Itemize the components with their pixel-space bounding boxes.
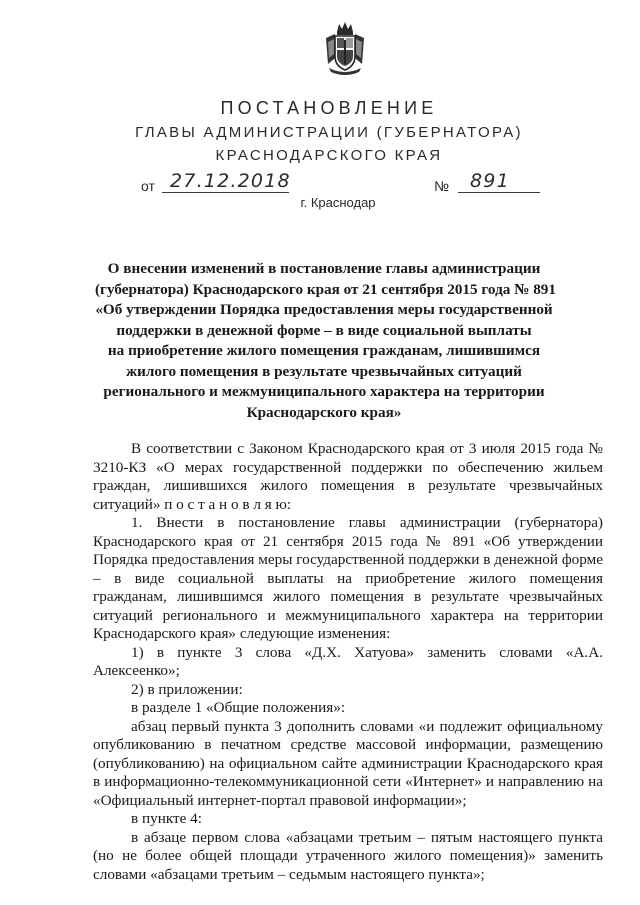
city-label: г. Краснодар xyxy=(300,195,376,210)
handwritten-number: 891 xyxy=(470,170,510,192)
section-1-paragraph: в разделе 1 «Общие положения»: xyxy=(131,699,346,716)
handwritten-date: 27.12.2018 xyxy=(170,170,291,192)
title-line: «Об утверждении Порядка предоставления меры государственной xyxy=(95,301,553,318)
title-line: на приобретение жилого помещения гражданам, лишившимся xyxy=(107,342,541,359)
title-line: Краснодарского края» xyxy=(246,403,402,421)
point-3-amendment-paragraph: абзац первый пункта 3 дополнить словами «и подлежит официальному опубликованию в печатном средстве массовой информации, размещению (опубликованию) на официальном сайте администрации Краснодарского края в информационно-телекоммуникационной сети «Интернет» и направлению на «Официальный интернет-портал правовой информации»; xyxy=(93,717,603,809)
number-prefix: № xyxy=(434,178,450,194)
coat-of-arms-emblem xyxy=(323,20,367,76)
subitem-2-paragraph: 2) в приложении: xyxy=(131,680,243,698)
date-underline xyxy=(162,192,289,193)
region-heading: КРАСНОДАРСКОГО КРАЯ xyxy=(215,147,443,164)
issuer-heading: ГЛАВЫ АДМИНИСТРАЦИИ (ГУБЕРНАТОРА) xyxy=(135,124,523,141)
point-4-first-abzac-paragraph: в абзаце первом слова «абзацами третьим – пятым настоящего пункта (но не более общей площади утраченного жилого помещения)» заменить словами «абзацами третьим – седьмым настоящего пункта»; xyxy=(93,828,603,883)
title-line: поддержки в денежной форме – в виде социальной выплаты xyxy=(116,321,532,339)
subitem-1-paragraph: 1) в пункте 3 слова «Д.Х. Хатуова» заменить словами «А.А. Алексеенко»; xyxy=(93,643,603,679)
item-1-paragraph: 1. Внести в постановление главы администрации (губернатора) Краснодарского края от 21 сентября 2015 года № 891 «Об утверждении Порядка предоставления меры государственной поддержки в денежной форме – в виде социальной выплаты на приобретение жилого помещения гражданам, лишившимся жилого помещения в результате чрезвычайных ситуаций регионального и межмуниципального характера на территории Краснодарского края» следующие изменения: xyxy=(93,514,603,642)
title-line: О внесении изменений в постановление главы администрации xyxy=(107,260,541,277)
number-underline xyxy=(458,192,540,193)
resolution-title xyxy=(95,259,556,423)
title-line: регионального и межмуниципального характера на территории xyxy=(103,383,545,400)
resolution-body xyxy=(93,440,603,884)
title-line: (губернатора) Краснодарского края от 21 сентября 2015 года № 891 xyxy=(95,280,556,298)
title-line: жилого помещения в результате чрезвычайных ситуаций xyxy=(126,362,522,380)
document-type-heading: ПОСТАНОВЛЕНИЕ xyxy=(220,98,438,118)
date-prefix: от xyxy=(141,178,155,194)
preamble-paragraph: В соответствии с Законом Краснодарского края от 3 июля 2015 года № 3210-КЗ «О мерах государственной поддержки по обеспечению жильем граждан, лишившихся жилого помещения в результате чрезвычайных ситуаций» п о с т а н о в л я ю: xyxy=(93,440,603,513)
point-4-paragraph: в пункте 4: xyxy=(131,810,202,827)
